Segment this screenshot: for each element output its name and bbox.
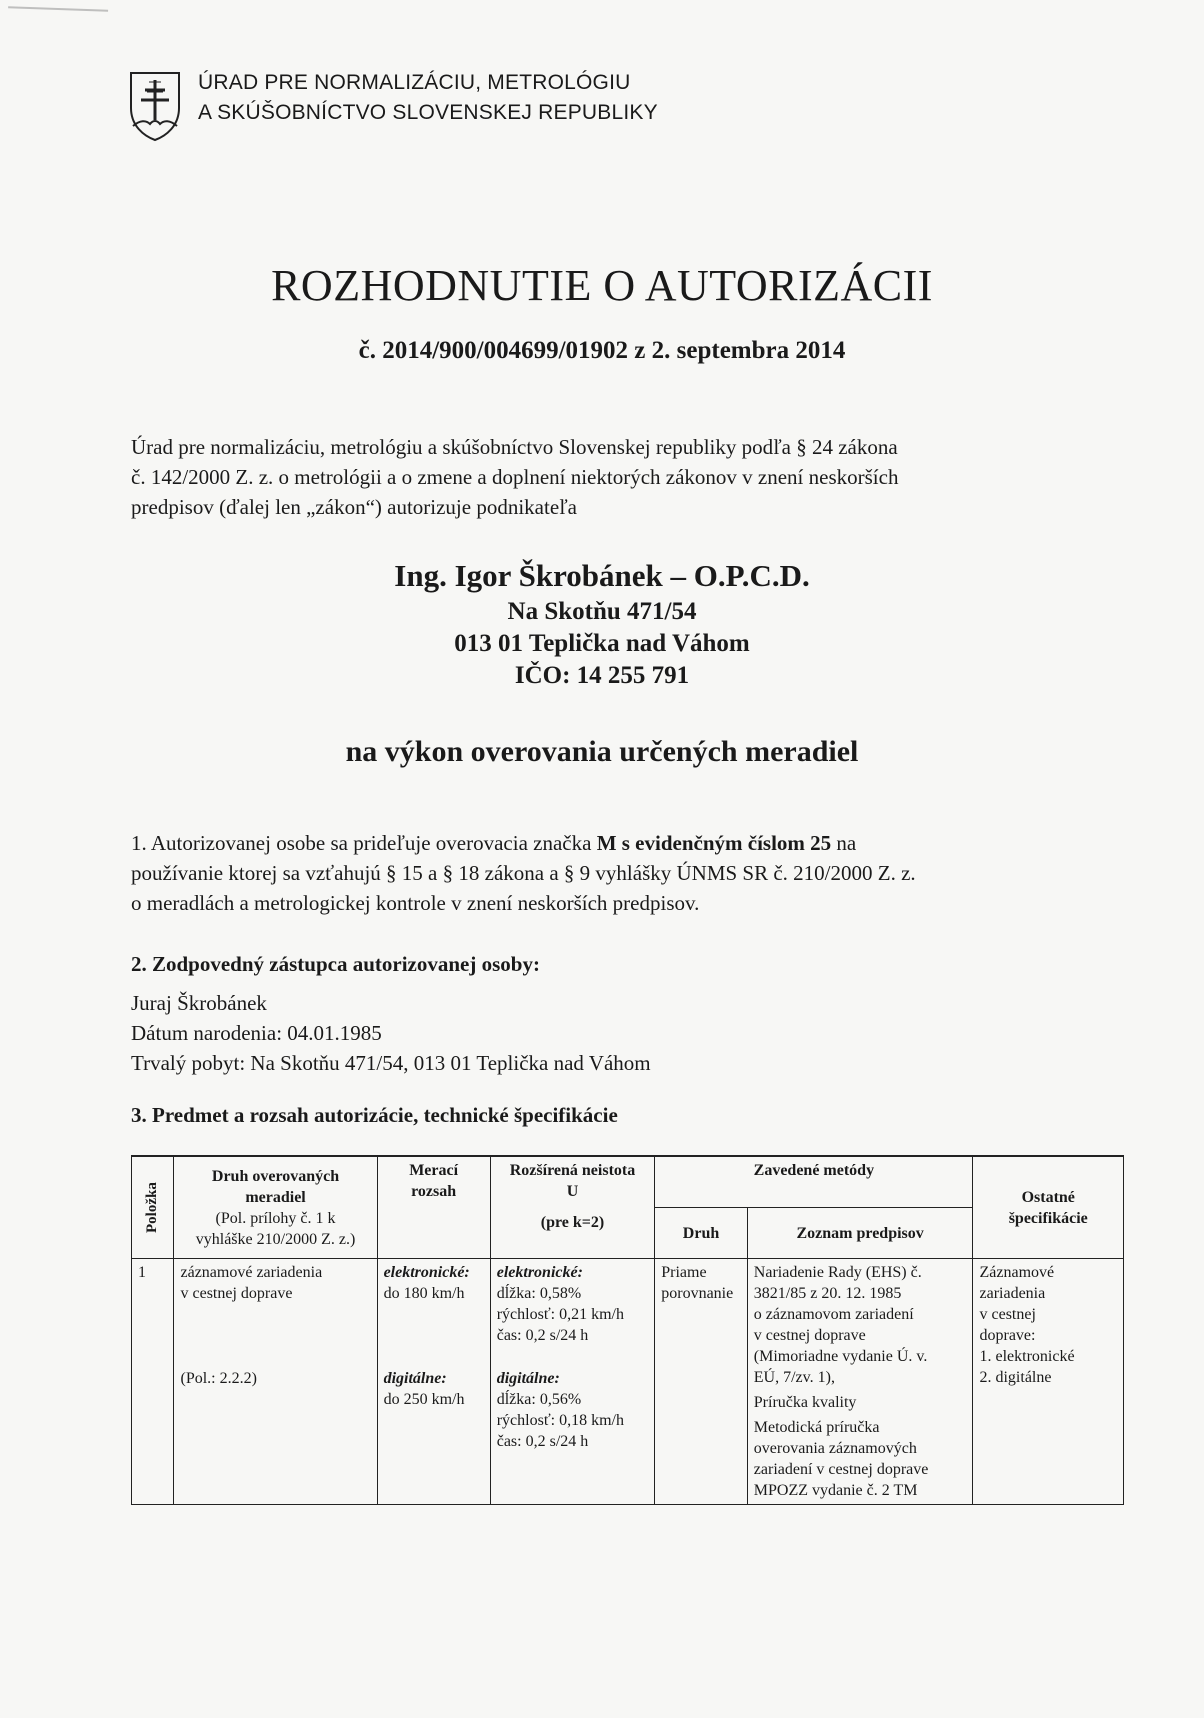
cell-text: dĺžka: 0,58% <box>496 1285 582 1302</box>
cell-text: do 180 km/h <box>383 1285 465 1302</box>
cell-text: rýchlosť: 0,21 km/h <box>496 1306 624 1323</box>
cell-text: o záznamovom zariadení <box>753 1306 914 1323</box>
header-ostatne-line: špecifikácie <box>1008 1209 1088 1227</box>
header-ostatne <box>973 1156 1124 1259</box>
cell-text: do 250 km/h <box>383 1391 465 1408</box>
cell-text: Priame <box>661 1264 707 1281</box>
cell-text: doprave: <box>979 1327 1036 1344</box>
cell-text: Záznamové <box>979 1264 1055 1281</box>
representative-birth-date: Dátum narodenia: 04.01.1985 <box>131 1021 382 1045</box>
header-neistota-line: (pre k=2) <box>540 1214 605 1231</box>
header-zoznam-predpisov: Zoznam predpisov <box>747 1208 973 1259</box>
header-druh-meradiel <box>174 1156 377 1259</box>
cell-rozsah <box>377 1259 490 1505</box>
representative-name: Juraj Škrobánek <box>131 991 267 1015</box>
cell-text: (Pol.: 2.2.2) <box>180 1370 257 1387</box>
cell-text: dĺžka: 0,56% <box>496 1391 582 1408</box>
cell-text: 1. elektronické <box>979 1348 1075 1365</box>
cell-ostatne <box>973 1259 1124 1505</box>
cell-text: (Mimoriadne vydanie Ú. v. <box>753 1348 928 1365</box>
cell-text: Príručka kvality <box>753 1394 857 1411</box>
cell-label: elektronické: <box>383 1264 470 1281</box>
cell-polozka: 1 <box>132 1259 174 1505</box>
cell-label: digitálne: <box>496 1370 560 1387</box>
cell-druh <box>174 1259 377 1505</box>
header-rozsah-line: Merací <box>409 1162 459 1179</box>
cell-text: zariadenia <box>979 1285 1046 1302</box>
slovak-coat-of-arms-icon <box>128 70 182 142</box>
cell-text: EÚ, 7/zv. 1), <box>753 1369 835 1386</box>
intro-line: Úrad pre normalizáciu, metrológiu a skúšobníctvo Slovenskej republiky podľa § 24 zákona <box>131 435 898 459</box>
cell-text: čas: 0,2 s/24 h <box>496 1433 589 1450</box>
agency-name <box>198 68 658 128</box>
cell-predpisy <box>747 1259 973 1505</box>
section-1-suffix: na <box>831 831 857 855</box>
cell-text: rýchlosť: 0,18 km/h <box>496 1412 624 1429</box>
cell-text: v cestnej <box>979 1306 1036 1323</box>
table-header-row <box>132 1156 1124 1208</box>
cell-label: digitálne: <box>383 1370 447 1387</box>
cell-neistota <box>490 1259 655 1505</box>
cell-label: elektronické: <box>496 1264 583 1281</box>
header-polozka: Položka <box>132 1156 174 1259</box>
section-1-line-2: používanie ktorej sa vzťahujú § 15 a § 18 zákona a § 9 vyhlášky ÚNMS SR č. 210/2000 Z. z. <box>131 861 916 885</box>
cell-text: 3821/85 z 20. 12. 1985 <box>753 1285 902 1302</box>
intro-line: č. 142/2000 Z. z. o metrológii a o zmene a doplnení niektorých zákonov v znení neskorších <box>131 465 899 489</box>
section-3-heading: 3. Predmet a rozsah autorizácie, technické špecifikácie <box>131 1103 618 1127</box>
header-rozsah-line: rozsah <box>411 1183 457 1200</box>
representative-residence: Trvalý pobyt: Na Skotňu 471/54, 013 01 Teplička nad Váhom <box>131 1051 651 1075</box>
header-ostatne-line: Ostatné <box>1021 1188 1075 1206</box>
section-1 <box>131 828 916 918</box>
table-row <box>132 1259 1124 1505</box>
scan-artifact <box>8 6 108 17</box>
section-1-line-3: o meradlách a metrologickej kontrole v znení neskorších predpisov. <box>131 891 700 915</box>
header-druh-title: Druh overovaných meradiel <box>211 1167 340 1206</box>
cell-metoda <box>655 1259 748 1505</box>
verification-mark: M s evidenčným číslom 25 <box>596 831 832 855</box>
header-meraci-rozsah <box>377 1156 490 1259</box>
section-1-prefix: 1. Autorizovanej osobe sa prideľuje overovacia značka <box>131 831 597 855</box>
header-druh-metody: Druh <box>655 1208 748 1259</box>
agency-line-1: ÚRAD PRE NORMALIZÁCIU, METROLÓGIU <box>198 71 631 94</box>
cell-text: Metodická príručka <box>753 1419 880 1436</box>
document-title: ROZHODNUTIE O AUTORIZÁCII <box>271 261 933 310</box>
company-name: Ing. Igor Škrobánek – O.P.C.D. <box>394 558 810 593</box>
responsible-representative <box>131 988 651 1078</box>
cell-text: overovania záznamových <box>753 1440 917 1457</box>
cell-text: MPOZZ vydanie č. 2 TM <box>753 1482 918 1499</box>
company-block <box>0 556 1204 692</box>
header-druh-sub: vyhláške 210/2000 Z. z.) <box>195 1230 356 1248</box>
header-zavedene-metody: Zavedené metódy <box>655 1156 973 1208</box>
intro-line: predpisov (ďalej len „zákon“) autorizuje podnikateľa <box>131 495 578 519</box>
authorization-subject: na výkon overovania určených meradiel <box>345 735 859 768</box>
intro-paragraph <box>131 432 1091 522</box>
company-city: 013 01 Teplička nad Váhom <box>454 630 750 657</box>
header-neistota-line: Rozšírená neistota <box>509 1162 636 1179</box>
cell-text: porovnanie <box>661 1285 734 1302</box>
document-number: č. 2014/900/004699/01902 z 2. septembra 2014 <box>358 337 846 364</box>
cell-text: Nariadenie Rady (EHS) č. <box>753 1264 922 1281</box>
cell-text: záznamové zariadenia <box>180 1264 323 1281</box>
section-2-heading: 2. Zodpovedný zástupca autorizovanej osoby: <box>131 952 540 976</box>
company-street: Na Skotňu 471/54 <box>507 598 697 625</box>
agency-line-2: A SKÚŠOBNÍCTVO SLOVENSKEJ REPUBLIKY <box>198 101 658 124</box>
cell-text: čas: 0,2 s/24 h <box>496 1327 589 1344</box>
header-neistota-line: U <box>566 1183 579 1200</box>
cell-text: v cestnej doprave <box>180 1285 293 1302</box>
cell-text: 2. digitálne <box>979 1369 1052 1386</box>
section-1-line-1 <box>131 828 916 858</box>
letterhead <box>128 68 658 142</box>
header-druh-sub: (Pol. prílohy č. 1 k <box>215 1209 336 1227</box>
company-ico: IČO: 14 255 791 <box>514 662 690 689</box>
specification-table <box>131 1155 1124 1505</box>
cell-text: zariadení v cestnej doprave <box>753 1461 929 1478</box>
header-neistota <box>490 1156 655 1259</box>
cell-text: v cestnej doprave <box>753 1327 866 1344</box>
